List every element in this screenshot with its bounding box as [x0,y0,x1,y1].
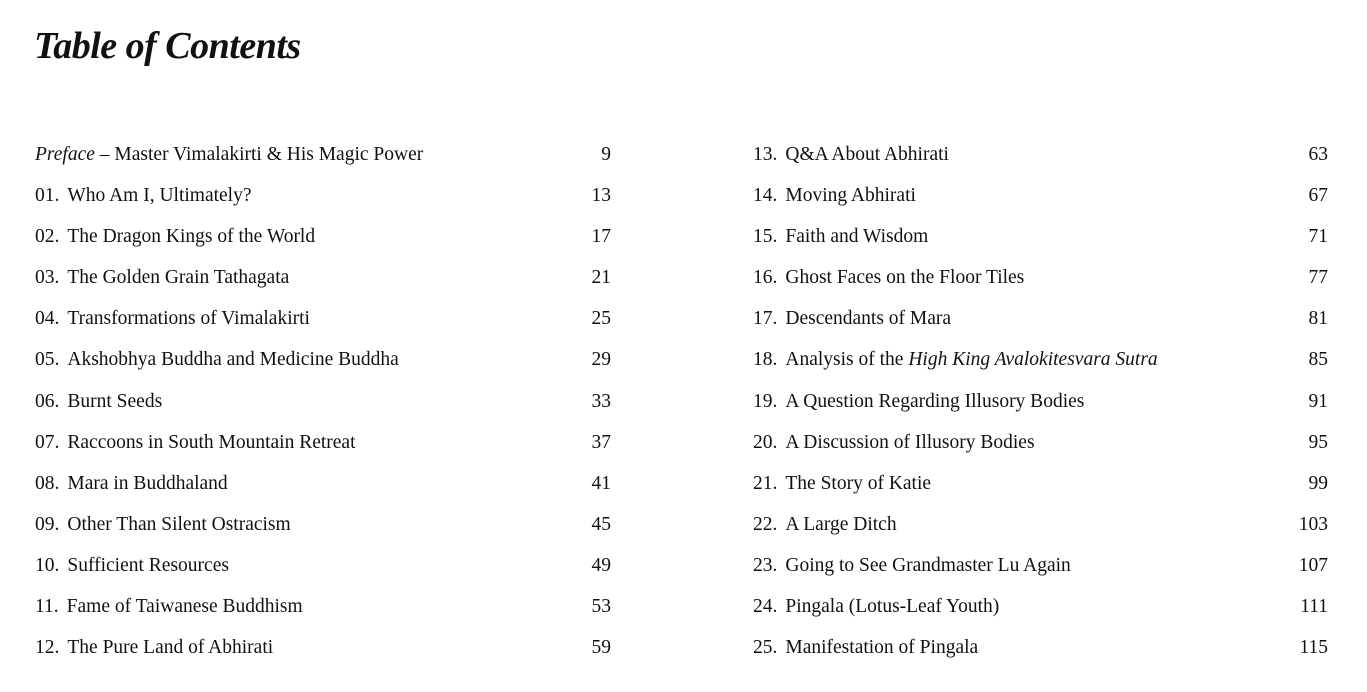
toc-page-number: 63 [1308,144,1328,165]
toc-entry-text: Raccoons in South Mountain Retreat [67,431,356,453]
toc-page-number: 45 [591,513,611,535]
toc-entry[interactable] [753,512,1328,553]
toc-entry-text: Mara in Buddhaland [67,472,228,494]
toc-entry-italic: Preface [35,144,95,165]
toc-entry-number: 15. [753,226,778,248]
toc-entry[interactable] [35,471,611,512]
toc-entry-text: Sufficient Resources [67,554,229,576]
toc-page-number: 115 [1299,637,1328,659]
toc-entry-text: Ghost Faces on the Floor Tiles [785,267,1025,289]
toc-entry-title [35,637,273,658]
toc-entry-title [35,555,229,576]
toc-right-column [753,142,1328,676]
toc-entry-text: Akshobhya Buddha and Medicine Buddha [67,349,399,371]
toc-entry[interactable] [753,594,1328,635]
toc-entry-text: Descendants of Mara [785,308,952,330]
toc-entry[interactable] [753,306,1328,347]
toc-entry-text: The Pure Land of Abhirati [67,637,274,659]
toc-page-number: 49 [591,554,611,576]
toc-entry-text: The Dragon Kings of the World [67,226,316,248]
toc-entry-text: Q&A About Abhirati [785,144,949,165]
toc-entry-title [753,226,928,247]
toc-entry-text: Who Am I, Ultimately? [67,185,252,207]
toc-entry-text: Burnt Seeds [67,390,163,412]
toc-entry-number: 20. [753,431,778,453]
toc-entry-number: 02. [35,226,60,248]
toc-entry-text: Other Than Silent Ostracism [67,513,291,535]
toc-entry[interactable] [753,142,1328,183]
toc-page-number: 59 [591,637,611,659]
toc-page-number: 71 [1308,226,1328,248]
toc-entry-title [35,596,303,617]
toc-entry-title [35,308,310,329]
toc-page-number: 107 [1298,554,1328,576]
toc-entry-title [35,226,315,247]
toc-entry-title [753,473,931,494]
toc-entry-number: 01. [35,185,60,207]
toc-entry-text: The Golden Grain Tathagata [67,267,290,289]
toc-page-number: 77 [1308,267,1328,289]
toc-entry-text: The Story of Katie [785,472,932,494]
toc-entry-number: 18. [753,349,778,371]
toc-entry[interactable] [35,265,611,306]
toc-entry-title [753,308,951,329]
toc-entry[interactable] [753,183,1328,224]
toc-entry-title [753,267,1024,288]
toc-entry-title [35,349,399,370]
toc-entry-number: 12. [35,637,60,659]
toc-page-number: 91 [1308,390,1328,412]
toc-entry[interactable] [35,347,611,388]
toc-entry[interactable] [753,471,1328,512]
toc-entry-title [35,267,289,288]
toc-entry[interactable] [35,553,611,594]
toc-entry[interactable] [35,430,611,471]
toc-entry-title [35,432,356,453]
toc-entry-title [35,391,162,412]
toc-page-number: 111 [1300,596,1328,618]
toc-page-number: 25 [591,308,611,330]
toc-entry[interactable] [753,347,1328,388]
toc-page-number: 33 [591,390,611,412]
toc-entry-text: – Master Vimalakirti & His Magic Power [94,144,424,165]
toc-entry-number: 08. [35,472,60,494]
toc-entry-title [35,144,423,165]
toc-entry[interactable] [753,224,1328,265]
toc-entry-title [753,391,1084,412]
toc-entry-text: A Large Ditch [785,513,897,535]
toc-entry-title [753,555,1071,576]
toc-entry-title [35,185,252,206]
toc-entry[interactable] [35,389,611,430]
toc-entry-number: 11. [35,596,59,618]
toc-entry-number: 25. [753,637,778,659]
toc-entry-number: 24. [753,596,778,618]
toc-entry[interactable] [35,224,611,265]
toc-page-number: 53 [591,596,611,618]
page-title: Table of Contents [34,25,301,67]
toc-entry-number: 09. [35,513,60,535]
toc-page-number: 85 [1308,349,1328,371]
toc-entry-text: Fame of Taiwanese Buddhism [66,596,303,618]
toc-entry[interactable] [753,265,1328,306]
toc-entry-title [753,185,916,206]
toc-page-number: 17 [591,226,611,248]
toc-entry-italic: High King Avalokitesvara Sutra [908,349,1158,371]
toc-entry[interactable] [753,553,1328,594]
toc-entry[interactable] [753,635,1328,676]
toc-entry-text: Going to See Grandmaster Lu Again [785,554,1071,576]
toc-entry-title [753,596,999,617]
toc-entry[interactable] [35,142,611,183]
toc-page-number: 41 [591,472,611,494]
toc-page-number: 9 [601,144,611,165]
toc-entry-text: Manifestation of Pingala [785,637,979,659]
toc-entry-number: 05. [35,349,60,371]
toc-entry-number: 17. [753,308,778,330]
toc-entry-number: 03. [35,267,60,289]
toc-entry-number: 10. [35,554,60,576]
toc-entry-title [35,514,291,535]
toc-page-number: 13 [591,185,611,207]
toc-entry-title [753,514,897,535]
toc-entry[interactable] [753,389,1328,430]
toc-page-number: 81 [1308,308,1328,330]
toc-page-number: 95 [1308,431,1328,453]
toc-entry[interactable] [35,306,611,347]
toc-entry-title [753,637,978,658]
toc-entry-text: Moving Abhirati [785,185,916,207]
toc-entry-text: A Question Regarding Illusory Bodies [785,390,1085,412]
toc-entry-number: 23. [753,554,778,576]
toc-entry-text: Faith and Wisdom [785,226,929,248]
toc-entry-title [753,349,1158,370]
toc-entry-number: 06. [35,390,60,412]
toc-page-number: 67 [1308,185,1328,207]
toc-entry[interactable] [35,635,611,676]
toc-entry-number: 22. [753,513,778,535]
toc-entry[interactable] [35,183,611,224]
toc-page-number: 103 [1298,513,1328,535]
toc-entry-number: 13. [753,144,778,165]
toc-entry-number: 04. [35,308,60,330]
toc-entry-number: 19. [753,390,778,412]
toc-entry[interactable] [35,594,611,635]
toc-entry-number: 21. [753,472,778,494]
toc-entry-text: Transformations of Vimalakirti [67,308,310,330]
toc-page-number: 99 [1308,472,1328,494]
toc-page-number: 37 [591,431,611,453]
toc-entry-title [753,432,1035,453]
toc-entry-number: 07. [35,431,60,453]
toc-page-number: 21 [591,267,611,289]
toc-entry-title [35,473,228,494]
toc-entry[interactable] [753,430,1328,471]
toc-left-column [35,142,611,676]
toc-entry-number: 16. [753,267,778,289]
toc-entry-text: A Discussion of Illusory Bodies [785,431,1035,453]
toc-page-number: 29 [591,349,611,371]
toc-entry-text: Pingala (Lotus-Leaf Youth) [785,596,1000,618]
toc-entry[interactable] [35,512,611,553]
toc-entry-number: 14. [753,185,778,207]
toc-entry-text: Analysis of the [785,349,909,371]
toc-entry-title [753,144,949,165]
